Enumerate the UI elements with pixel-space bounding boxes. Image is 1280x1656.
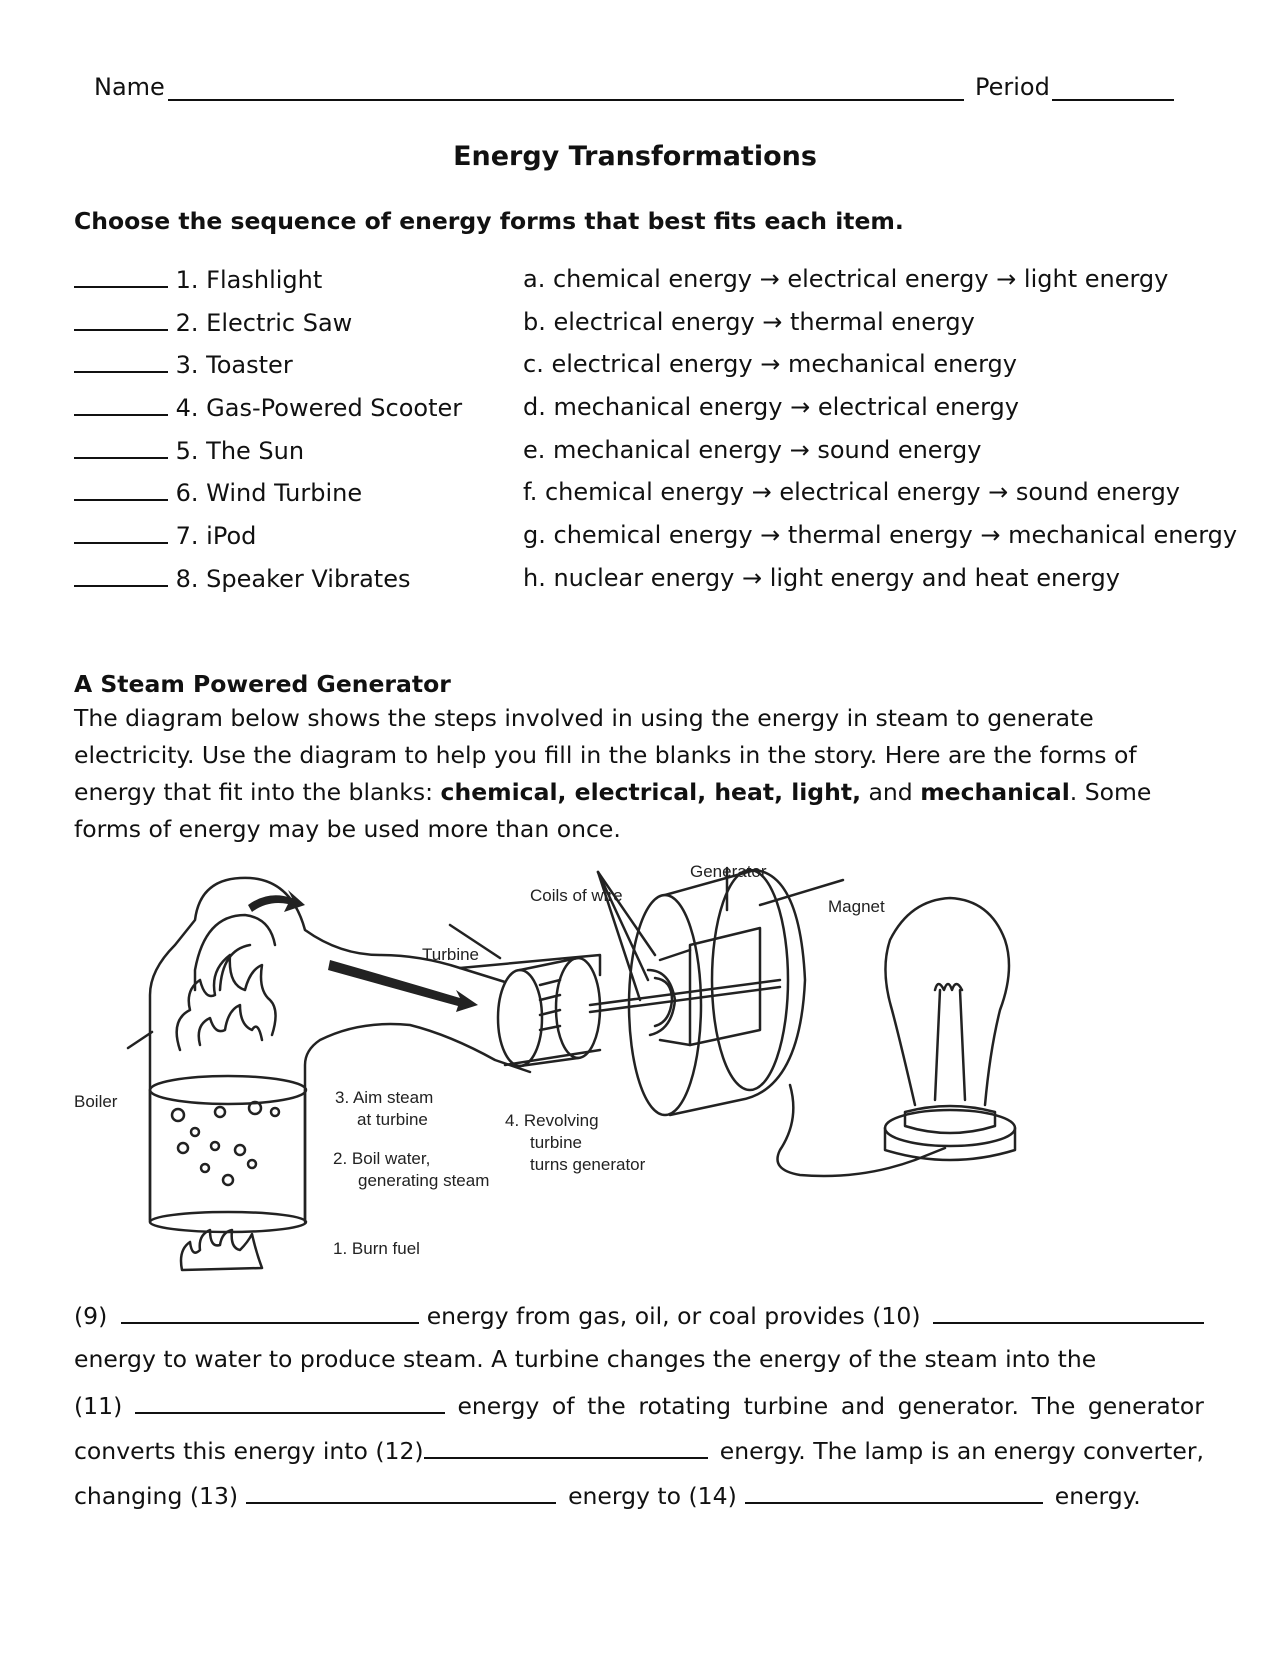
- list-item: 1. Flashlight: [74, 264, 462, 307]
- story-line-4: converts this energy into (12) energy. The lamp is an energy converter,: [74, 1437, 1204, 1465]
- label-step4-line1: 4. Revolving: [505, 1111, 599, 1130]
- label-turbine: Turbine: [422, 945, 480, 964]
- option-item: b. electrical energy → thermal energy: [523, 307, 975, 336]
- option-item: d. mechanical energy → electrical energy: [523, 393, 1019, 422]
- label-step4-line3: turns generator: [530, 1155, 646, 1174]
- label-step2-line1: 2. Boil water,: [333, 1149, 431, 1168]
- label-generator: Generator: [690, 862, 767, 881]
- story-line-3: (11) energy of the rotating turbine and generator. The generator: [74, 1392, 1204, 1420]
- section-paragraph: The diagram below shows the steps involved in using the energy in steam to generate electricity. Use the diagram to help you fill in the blanks in the story. Here are the forms of energy that fit into the blanks: chemical, electrical, heat, light, and mechanical. Some forms of energy may be used more than once.: [74, 704, 1152, 843]
- label-step2-line2: generating steam: [358, 1171, 490, 1190]
- option-item: g. chemical energy → thermal energy → mechanical energy: [523, 521, 1238, 550]
- answer-blank[interactable]: [74, 435, 168, 459]
- list-item: 6. Wind Turbine: [74, 477, 462, 520]
- blank-11[interactable]: [135, 1390, 445, 1414]
- story-line-5: changing (13) energy to (14) energy.: [74, 1482, 1141, 1510]
- answer-blank[interactable]: [74, 520, 168, 544]
- page-title: Energy Transformations: [453, 141, 817, 172]
- period-field[interactable]: [1052, 99, 1174, 101]
- option-item: f. chemical energy → electrical energy → sound energy: [523, 478, 1180, 507]
- answer-blank[interactable]: [74, 563, 168, 587]
- option-item: c. electrical energy → mechanical energy: [523, 350, 1017, 379]
- blank-10[interactable]: [933, 1300, 1205, 1324]
- label-coils: Coils of wire: [530, 886, 623, 905]
- list-item: 7. iPod: [74, 520, 462, 563]
- list-item: 2. Electric Saw: [74, 307, 462, 350]
- answer-blank[interactable]: [74, 307, 168, 331]
- blank-9[interactable]: [121, 1300, 418, 1324]
- answer-blank[interactable]: [74, 477, 168, 501]
- blank-14[interactable]: [745, 1480, 1043, 1504]
- name-field[interactable]: [168, 99, 964, 101]
- blank-13[interactable]: [246, 1480, 556, 1504]
- options-list: [523, 264, 1237, 606]
- list-item: 5. The Sun: [74, 435, 462, 478]
- option-item: e. mechanical energy → sound energy: [523, 435, 982, 464]
- story-line-1: (9) energy from gas, oil, or coal provides (10): [74, 1300, 1204, 1330]
- name-label: Name: [94, 73, 165, 101]
- instructions: Choose the sequence of energy forms that best fits each item.: [74, 207, 904, 235]
- label-magnet: Magnet: [828, 897, 885, 916]
- answer-blank[interactable]: [74, 264, 168, 288]
- section-heading: A Steam Powered Generator: [74, 670, 451, 698]
- label-step4-line2: turbine: [530, 1133, 582, 1152]
- list-item: 3. Toaster: [74, 349, 462, 392]
- list-item: 4. Gas-Powered Scooter: [74, 392, 462, 435]
- label-boiler: Boiler: [74, 1092, 118, 1111]
- boiler-outline: [150, 878, 505, 1220]
- items-list: [74, 264, 462, 606]
- label-step3-line2: at turbine: [357, 1110, 428, 1129]
- story-line-2: energy to water to produce steam. A turbine changes the energy of the steam into the: [74, 1345, 1097, 1373]
- label-step3-line1: 3. Aim steam: [335, 1088, 434, 1107]
- blank-12[interactable]: [424, 1435, 708, 1459]
- period-label: Period: [975, 73, 1050, 101]
- answer-blank[interactable]: [74, 392, 168, 416]
- steam-generator-diagram: [0, 850, 1280, 1280]
- label-step1: 1. Burn fuel: [333, 1239, 420, 1258]
- option-item: a. chemical energy → electrical energy → light energy: [523, 265, 1169, 293]
- list-item: 8. Speaker Vibrates: [74, 563, 462, 606]
- answer-blank[interactable]: [74, 349, 168, 373]
- option-item: h. nuclear energy → light energy and heat energy: [523, 563, 1120, 592]
